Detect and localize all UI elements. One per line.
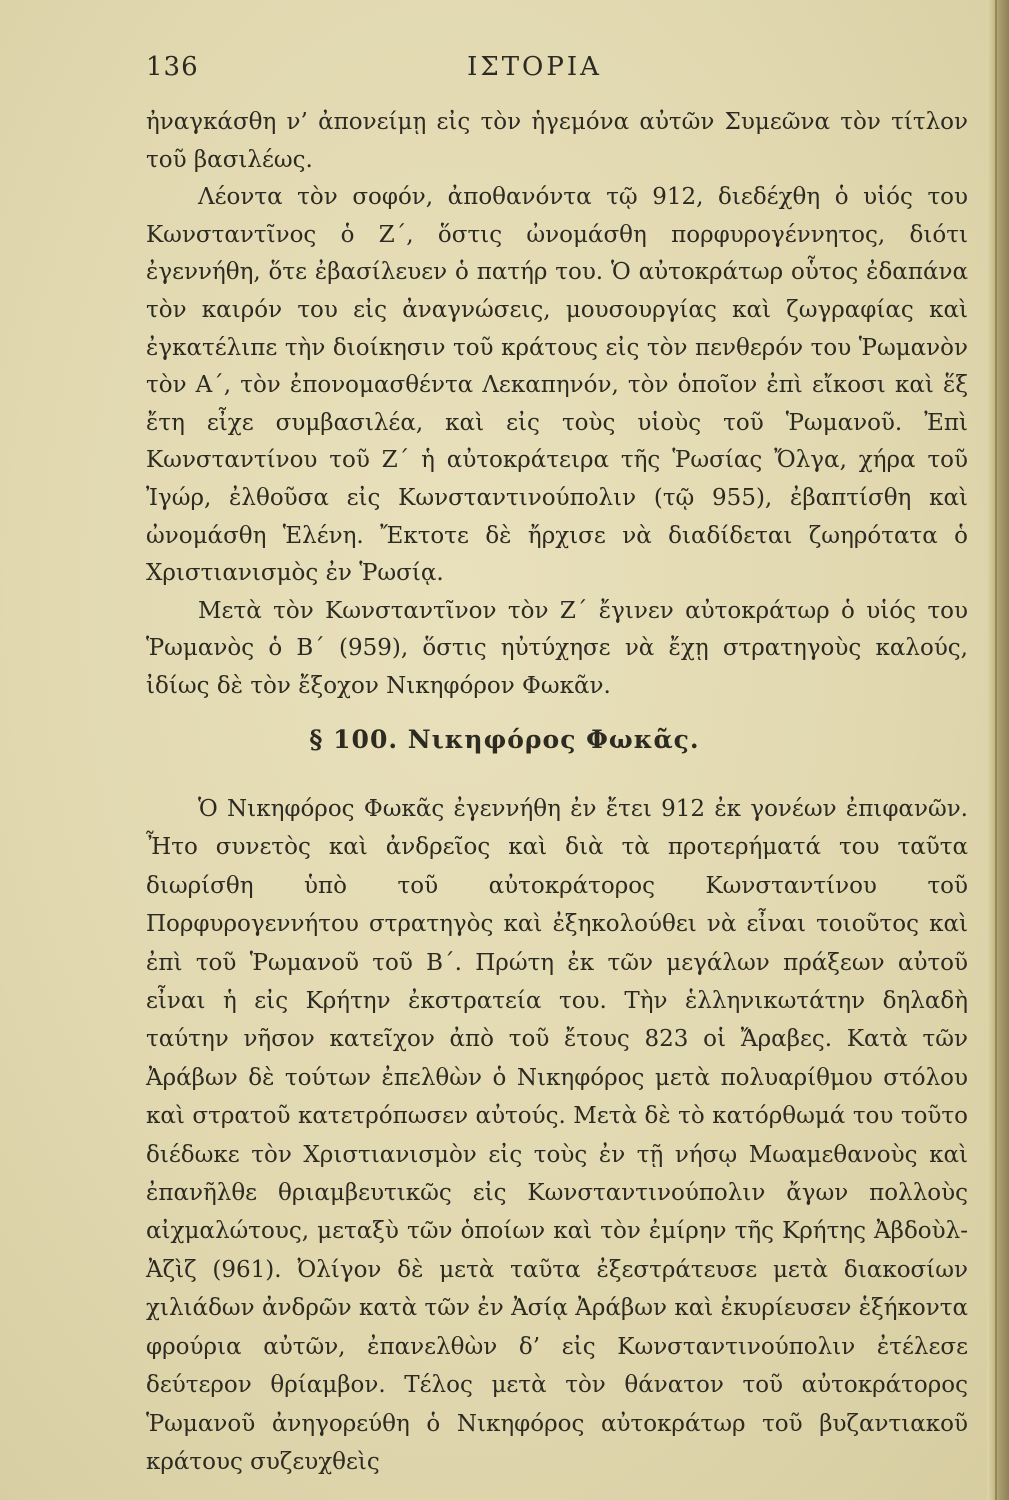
- running-title: ΙΣΤΟΡΙΑ: [467, 52, 602, 82]
- section-heading: § 100. Νικηφόρος Φωκᾶς.: [309, 725, 700, 754]
- paragraph: ἠναγκάσθη ν’ ἀπονείμῃ εἰς τὸν ἡγεμόνα αὐτῶν Συμεῶνα τὸν τίτλον τοῦ βασιλέως.: [146, 109, 968, 173]
- section-text: [146, 790, 968, 1481]
- paragraph: Λέοντα τὸν σοφόν, ἀποθανόντα τῷ 912, διεδέχθη ὁ υἱός του Κωνσταντῖνος ὁ Ζ΄, ὅστις ὠνομάσθη πορφυρογέννητος, διότι ἐγεννήθη, ὅτε ἐβασίλευεν ὁ πατήρ του. Ὁ αὐτοκράτωρ οὗτος ἐδαπάνα τὸν καιρόν του εἰς ἀναγνώσεις, μουσουργίας καὶ ζωγραφίας καὶ ἐγκατέλιπε τὴν διοίκησιν τοῦ κράτους εἰς τὸν πενθερόν του Ῥωμανὸν τὸν Α΄, τὸν ἐπονομασθέντα Λεκαπηνόν, τὸν ὁποῖον ἐπὶ εἴκοσι καὶ ἕξ ἔτη εἶχε συμβασιλέα, καὶ εἰς τοὺς υἱοὺς τοῦ Ῥωμανοῦ. Ἐπὶ Κωνσταντίνου τοῦ Ζ΄ ἡ αὐτοκράτειρα τῆς Ῥωσίας Ὄλγα, χήρα τοῦ Ἰγώρ, ἐλθοῦσα εἰς Κωνσταντινούπολιν (τῷ 955), ἐβαπτίσθη καὶ ὠνομάσθη Ἑλένη. Ἔκτοτε δὲ ἤρχισε νὰ διαδίδεται ζωηρότατα ὁ Χριστιανισμὸς ἐν Ῥωσίᾳ.: [146, 184, 968, 587]
- paragraph: Ὁ Νικηφόρος Φωκᾶς ἐγεννήθη ἐν ἔτει 912 ἐκ γονέων ἐπιφανῶν. Ἦτο συνετὸς καὶ ἀνδρεῖος καὶ διὰ τὰ προτερήματά του ταῦτα διωρίσθη ὑπὸ τοῦ αὐτοκράτορος Κωνσταντίνου τοῦ Πορφυρογεννήτου στρατηγὸς καὶ ἐξηκολούθει νὰ εἶναι τοιοῦτος καὶ ἐπὶ τοῦ Ῥωμανοῦ τοῦ Β΄. Πρώτη ἐκ τῶν μεγάλων πράξεων αὐτοῦ εἶναι ἡ εἰς Κρήτην ἐκστρατεία του. Τὴν ἑλληνικωτάτην δηλαδὴ ταύτην νῆσον κατεῖχον ἀπὸ τοῦ ἔτους 823 οἱ Ἄραβες. Κατὰ τῶν Ἀράβων δὲ τούτων ἐπελθὼν ὁ Νικηφόρος μετὰ πολυαρίθμου στόλου καὶ στρατοῦ κατετρόπωσεν αὐτούς. Μετὰ δὲ τὸ κατόρθωμά του τοῦτο διέδωκε τὸν Χριστιανισμὸν εἰς τοὺς ἐν τῇ νήσῳ Μωαμεθανοὺς καὶ ἐπανῆλθε θριαμβευτικῶς εἰς Κωνσταντινούπολιν ἄγων πολλοὺς αἰχμαλώτους, μεταξὺ τῶν ὁποίων καὶ τὸν ἐμίρην τῆς Κρήτης Ἀβδοὺλ-Ἀζὶζ (961). Ὀλίγον δὲ μετὰ ταῦτα ἐξεστράτευσε μετὰ διακοσίων χιλιάδων ἀνδρῶν κατὰ τῶν ἐν Ἀσίᾳ Ἀράβων καὶ ἐκυρίευσεν ἑξήκοντα φρούρια αὐτῶν, ἐπανελθὼν δ’ εἰς Κωνσταντινούπολιν ἐτέλεσε δεύτερον θρίαμβον. Τέλος μετὰ τὸν θάνατον τοῦ αὐτοκράτορος Ῥωμανοῦ ἀνηγορεύθη ὁ Νικηφόρος αὐτοκράτωρ τοῦ βυζαντιακοῦ κράτους συζευχθεὶς: [146, 796, 968, 1475]
- page-number: 136: [146, 52, 199, 82]
- paragraph: Μετὰ τὸν Κωνσταντῖνον τὸν Ζ΄ ἔγινεν αὐτοκράτωρ ὁ υἱός του Ῥωμανὸς ὁ Β΄ (959), ὅστις ηὐτύχησε νὰ ἔχῃ στρατηγοὺς καλούς, ἰδίως δὲ τὸν ἔξοχον Νικηφόρον Φωκᾶν.: [146, 597, 968, 699]
- main-text: [146, 104, 968, 706]
